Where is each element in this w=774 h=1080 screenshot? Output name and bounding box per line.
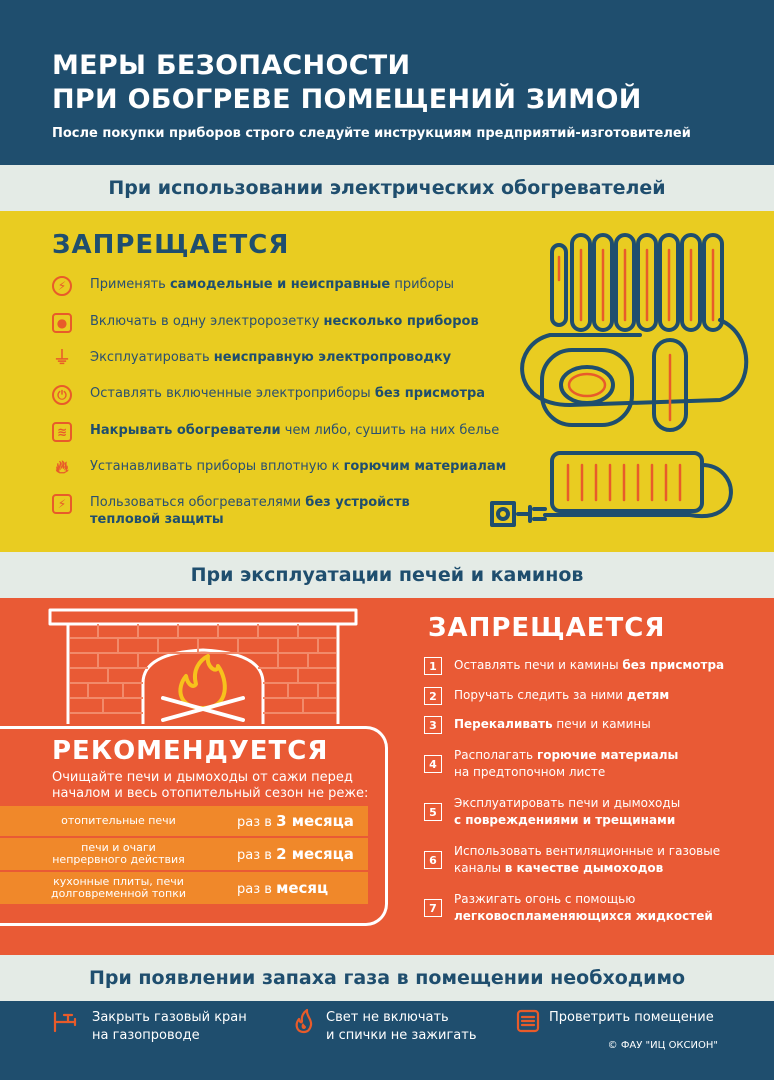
stove-item: 2 Поручать следить за ними детям [424, 687, 669, 705]
electric-item: ⏻ Оставлять включенные электроприборы без присмотра [52, 385, 485, 405]
section-bar-gas: При появлении запаха газа в помещении необходимо [0, 955, 774, 1001]
stove-item: 7 Разжигать огонь с помощью легковоспламеняющихся жидкостей [424, 891, 713, 925]
oil-radiator-icon [552, 235, 722, 330]
recommend-text: Очищайте печи и дымоходы от сажи перед [52, 770, 353, 785]
item-number: 4 [424, 755, 442, 773]
item-number: 7 [424, 899, 442, 917]
stove-item: 5 Эксплуатировать печи и дымоходы с повреждениями и трещинами [424, 795, 680, 829]
stove-item: 4 Располагать горючие материалы на предтопочном листе [424, 747, 678, 781]
recommend-text: началом и весь отопительный сезон не реже: [52, 786, 369, 801]
section-bar-stoves: При эксплуатации печей и каминов [0, 552, 774, 598]
item-number: 3 [424, 716, 442, 734]
fireplace-illustration [48, 608, 358, 726]
recommend-row-label: отопительные печи [61, 814, 176, 827]
recommend-row [0, 806, 368, 836]
electric-item: ⚡ Пользоваться обогревателями без устройств тепловой защиты [52, 494, 410, 528]
recommend-row [0, 872, 368, 904]
recommend-row [0, 838, 368, 870]
stove-item: 3 Перекаливать печи и камины [424, 716, 651, 734]
socket-icon: ● [52, 313, 72, 333]
flame-icon: 🔥︎ [55, 457, 69, 478]
plug-icon: ⏚ [53, 348, 71, 369]
copyright: © ФАУ "ИЦ ОКСИОН" [607, 1040, 718, 1051]
recommend-row-value: раз в 3 месяца [237, 812, 354, 830]
stove-item: 1 Оставлять печи и камины без присмотра [424, 657, 724, 675]
window-icon [516, 1009, 540, 1033]
heaters-illustration [490, 225, 760, 535]
item-number: 1 [424, 657, 442, 675]
page-title-line2: ПРИ ОБОГРЕВЕ ПОМЕЩЕНИЙ ЗИМОЙ [52, 84, 642, 115]
recommend-row-value: раз в 2 месяца [237, 845, 354, 863]
stoves-forbidden-heading: ЗАПРЕЩАЕТСЯ [428, 613, 666, 643]
heater-icon: ≋ [52, 422, 72, 442]
electric-item: ≋ Накрывать обогреватели чем либо, сушить на них белье [52, 422, 499, 442]
item-number: 2 [424, 687, 442, 705]
electric-item: ⏚ Эксплуатировать неисправную электропроводку [53, 348, 452, 369]
recommend-row-label: кухонные плиты, печи долговременной топки [50, 875, 187, 900]
electric-item: ⚡ Применять самодельные и неисправные приборы [52, 276, 454, 296]
gas-action: Закрыть газовый кран на газопроводе [92, 1010, 247, 1043]
page-subtitle: После покупки приборов строго следуйте инструкциям предприятий-изготовителей [52, 126, 691, 141]
electric-item: 🔥︎ Устанавливать приборы вплотную к горючим материалам [52, 458, 506, 478]
electric-item: ● Включать в одну электророзетку несколько приборов [52, 313, 479, 333]
page-title-line1: МЕРЫ БЕЗОПАСНОСТИ [52, 50, 411, 81]
stove-item: 6 Использовать вентиляционные и газовые каналы в качестве дымоходов [424, 843, 720, 877]
lightning-icon: ⚡ [52, 276, 72, 296]
electric-forbidden-heading: ЗАПРЕЩАЕТСЯ [52, 230, 290, 260]
power-icon: ⏻ [52, 385, 72, 405]
recommend-row-value: раз в месяц [237, 879, 329, 897]
warning-icon: ⚡ [52, 494, 72, 514]
gas-valve-icon [52, 1010, 78, 1034]
recommend-row-label: печи и очаги непрервного действия [52, 841, 185, 866]
recommend-heading: РЕКОМЕНДУЕТСЯ [52, 736, 329, 766]
item-number: 6 [424, 851, 442, 869]
flame-icon [292, 1008, 316, 1034]
item-number: 5 [424, 803, 442, 821]
gas-action: Свет не включать и спички не зажигать [326, 1010, 477, 1043]
gas-action: Проветрить помещение [549, 1010, 714, 1025]
section-bar-electric: При использовании электрических обогревателей [0, 165, 774, 211]
